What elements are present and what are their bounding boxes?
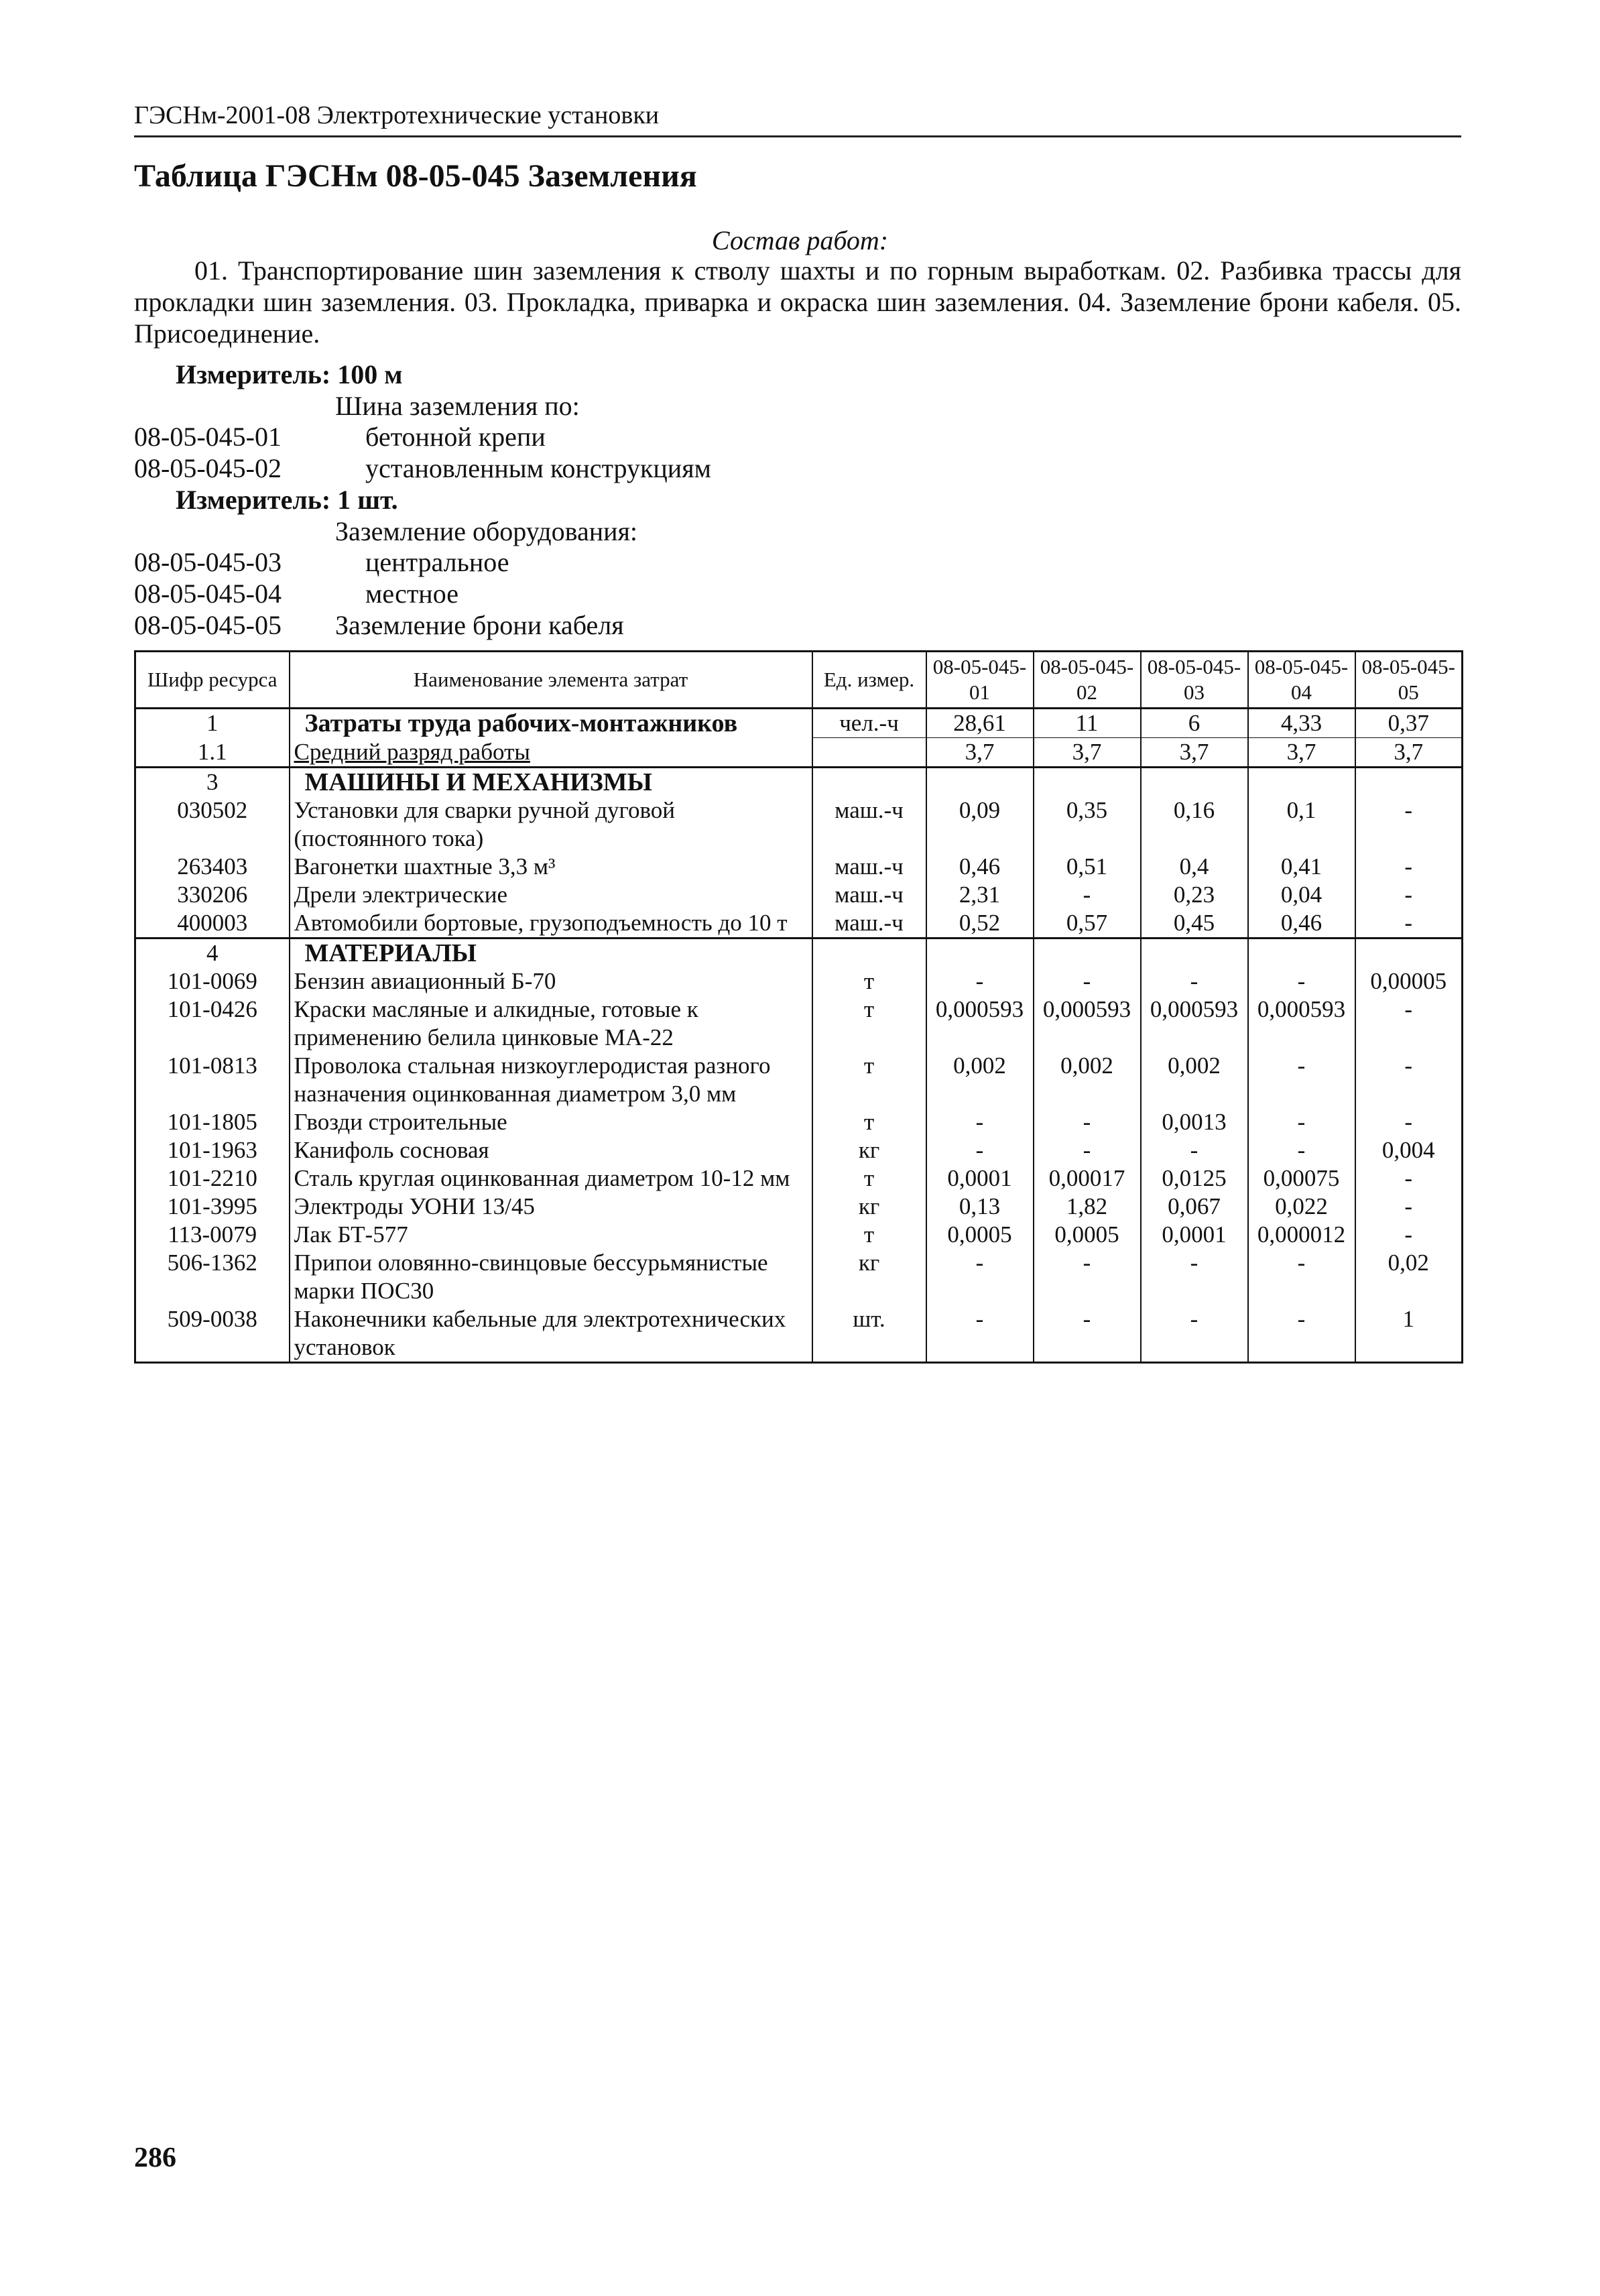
resource-code-cell: 4 xyxy=(135,939,290,968)
resource-code-cell: 030502 xyxy=(135,796,290,853)
unit-cell xyxy=(812,939,926,968)
table-row xyxy=(135,1108,1463,1136)
resource-code-cell: 1.1 xyxy=(135,738,290,768)
unit-cell: кг xyxy=(812,1136,926,1164)
resource-description: центральное xyxy=(365,547,509,577)
table-row xyxy=(135,881,1463,909)
work-composition-text: 01. Транспортирование шин заземления к стволу шахты и по горным выработкам. 02. Разбивка трассы для прокладки шин заземления. 03. Прокладка, приварка и окраска шин заземления. 04. Заземление брони кабеля. 05. Присоединение. xyxy=(134,255,1461,349)
unit-cell: кг xyxy=(812,1249,926,1305)
resource-name-cell: Сталь круглая оцинкованная диаметром 10-12 мм xyxy=(290,1164,812,1193)
value-cell: - xyxy=(926,1305,1034,1363)
value-cell xyxy=(1034,939,1141,968)
value-cell: 0,000593 xyxy=(1034,995,1141,1052)
resource-name-cell: Гвозди строительные xyxy=(290,1108,812,1136)
value-cell: 2,31 xyxy=(926,881,1034,909)
value-cell: - xyxy=(1034,1305,1141,1363)
value-cell: - xyxy=(926,967,1034,995)
resource-name-cell: МАТЕРИАЛЫ xyxy=(290,939,812,968)
value-cell: 0,16 xyxy=(1141,796,1248,853)
value-cell: 0,000593 xyxy=(1248,995,1355,1052)
table-row xyxy=(135,1136,1463,1164)
value-cell: 3,7 xyxy=(1248,738,1355,768)
value-cell: 0,0001 xyxy=(1141,1221,1248,1249)
measure-1-line xyxy=(176,359,402,390)
measure-2-line xyxy=(176,484,398,516)
resource-code-cell: 1 xyxy=(135,709,290,738)
value-cell: - xyxy=(1355,881,1463,909)
unit-cell: т xyxy=(812,995,926,1052)
resource-name-cell: Установки для сварки ручной дуговой (постоянного тока) xyxy=(290,796,812,853)
measure-group-title: Шина заземления по: xyxy=(335,391,580,421)
value-cell: 0,002 xyxy=(1141,1052,1248,1108)
measure-group-title: Заземление оборудования: xyxy=(335,516,638,546)
value-cell: 0,022 xyxy=(1248,1193,1355,1221)
value-cell: 0,13 xyxy=(926,1193,1034,1221)
unit-cell: маш.-ч xyxy=(812,909,926,939)
resource-code-cell: 101-0069 xyxy=(135,967,290,995)
value-cell xyxy=(1141,939,1248,968)
resource-description: установленным конструкциям xyxy=(365,453,711,483)
resource-name-cell: Затраты труда рабочих-монтажников xyxy=(290,709,812,738)
value-cell: 0,0013 xyxy=(1141,1108,1248,1136)
resource-name-cell: Средний разряд работы xyxy=(290,738,812,768)
value-cell: - xyxy=(1034,1136,1141,1164)
value-cell: 0,04 xyxy=(1248,881,1355,909)
resource-name-cell: Лак БТ-577 xyxy=(290,1221,812,1249)
running-header: ГЭСНм-2001-08 Электротехнические установки xyxy=(134,101,1461,137)
value-cell: 6 xyxy=(1141,709,1248,738)
value-cell: - xyxy=(1034,881,1141,909)
value-cell: - xyxy=(1034,1249,1141,1305)
measure-label: Измеритель: xyxy=(176,359,331,389)
resource-description: бетонной крепи xyxy=(365,422,546,452)
table-group-row xyxy=(135,939,1463,968)
value-cell: 0,52 xyxy=(926,909,1034,939)
value-cell: 28,61 xyxy=(926,709,1034,738)
unit-cell: т xyxy=(812,967,926,995)
value-cell: - xyxy=(1355,1052,1463,1108)
table-header-row xyxy=(135,652,1463,709)
value-cell: - xyxy=(1141,1305,1248,1363)
table-row xyxy=(135,1305,1463,1363)
unit-cell: т xyxy=(812,1164,926,1193)
unit-cell: т xyxy=(812,1108,926,1136)
value-cell: 4,33 xyxy=(1248,709,1355,738)
value-cell: 0,46 xyxy=(926,853,1034,881)
value-cell: - xyxy=(926,1136,1034,1164)
resource-name-cell: Проволока стальная низкоуглеродистая разного назначения оцинкованная диаметром 3,0 мм xyxy=(290,1052,812,1108)
resource-code: 08-05-045-03 xyxy=(134,547,282,577)
unit-cell: т xyxy=(812,1052,926,1108)
resource-name-cell: Электроды УОНИ 13/45 xyxy=(290,1193,812,1221)
measure-value: 1 шт. xyxy=(337,485,398,515)
value-cell: - xyxy=(1141,967,1248,995)
table-row xyxy=(135,796,1463,853)
value-cell xyxy=(1248,768,1355,797)
value-cell: - xyxy=(926,1249,1034,1305)
value-cell: 3,7 xyxy=(926,738,1034,768)
resource-code-cell: 3 xyxy=(135,768,290,797)
table-group-row xyxy=(135,768,1463,797)
resource-code-cell: 263403 xyxy=(135,853,290,881)
resource-code-cell: 101-0426 xyxy=(135,995,290,1052)
value-cell: 3,7 xyxy=(1355,738,1463,768)
value-cell xyxy=(1248,939,1355,968)
resource-code-cell: 101-3995 xyxy=(135,1193,290,1221)
value-cell: - xyxy=(1355,1193,1463,1221)
resource-code-cell: 101-2210 xyxy=(135,1164,290,1193)
value-cell: 0,004 xyxy=(1355,1136,1463,1164)
value-cell: 0,0125 xyxy=(1141,1164,1248,1193)
value-cell: - xyxy=(1248,1249,1355,1305)
value-cell: 0,00017 xyxy=(1034,1164,1141,1193)
value-cell: - xyxy=(1248,1052,1355,1108)
value-cell: 1,82 xyxy=(1034,1193,1141,1221)
value-cell: 0,000012 xyxy=(1248,1221,1355,1249)
value-cell: 0,4 xyxy=(1141,853,1248,881)
value-cell: 0,067 xyxy=(1141,1193,1248,1221)
resource-code: 08-05-045-04 xyxy=(134,579,282,609)
value-cell xyxy=(1355,939,1463,968)
resource-name-cell: Краски масляные и алкидные, готовые к применению белила цинковые МА-22 xyxy=(290,995,812,1052)
value-cell: - xyxy=(1355,853,1463,881)
value-cell: 0,00075 xyxy=(1248,1164,1355,1193)
value-cell: - xyxy=(1141,1249,1248,1305)
value-cell: 0,09 xyxy=(926,796,1034,853)
value-cell: 0,000593 xyxy=(1141,995,1248,1052)
value-cell xyxy=(926,768,1034,797)
resource-name-cell: Канифоль сосновая xyxy=(290,1136,812,1164)
header-cell: 08-05-045-05 xyxy=(1355,652,1463,709)
table-row xyxy=(135,738,1463,768)
table-row xyxy=(135,967,1463,995)
value-cell: 0,00005 xyxy=(1355,967,1463,995)
value-cell: 0,0005 xyxy=(926,1221,1034,1249)
page-number: 286 xyxy=(134,2142,176,2173)
resource-code-cell: 101-0813 xyxy=(135,1052,290,1108)
value-cell: 0,51 xyxy=(1034,853,1141,881)
value-cell: - xyxy=(1248,967,1355,995)
resource-code-cell: 400003 xyxy=(135,909,290,939)
header-cell: Шифр ресурса xyxy=(135,652,290,709)
resource-code: 08-05-045-05 xyxy=(134,610,282,640)
value-cell: - xyxy=(1355,1164,1463,1193)
value-cell: - xyxy=(1355,995,1463,1052)
value-cell: 0,37 xyxy=(1355,709,1463,738)
header-cell: Ед. измер. xyxy=(812,652,926,709)
table-title: Таблица ГЭСНм 08-05-045 Заземления xyxy=(134,158,697,194)
table-row xyxy=(135,1164,1463,1193)
value-cell: 0,1 xyxy=(1248,796,1355,853)
value-cell: - xyxy=(1355,909,1463,939)
value-cell: 0,45 xyxy=(1141,909,1248,939)
value-cell xyxy=(1034,768,1141,797)
value-cell: - xyxy=(1034,967,1141,995)
resource-description: Заземление брони кабеля xyxy=(335,610,624,640)
value-cell: - xyxy=(1248,1108,1355,1136)
value-cell: 0,02 xyxy=(1355,1249,1463,1305)
resource-code-cell: 330206 xyxy=(135,881,290,909)
unit-cell: чел.-ч xyxy=(812,709,926,738)
value-cell xyxy=(1355,768,1463,797)
resource-name-cell: Дрели электрические xyxy=(290,881,812,909)
value-cell: - xyxy=(1248,1305,1355,1363)
table-row xyxy=(135,1193,1463,1221)
value-cell: 1 xyxy=(1355,1305,1463,1363)
value-cell: - xyxy=(1355,1221,1463,1249)
resource-name-cell: Бензин авиационный Б-70 xyxy=(290,967,812,995)
unit-cell: шт. xyxy=(812,1305,926,1363)
value-cell: 0,35 xyxy=(1034,796,1141,853)
value-cell xyxy=(1141,768,1248,797)
unit-cell: маш.-ч xyxy=(812,796,926,853)
header-cell: 08-05-045-04 xyxy=(1248,652,1355,709)
resource-table xyxy=(134,650,1463,1364)
value-cell: 0,41 xyxy=(1248,853,1355,881)
measure-value: 100 м xyxy=(337,359,403,389)
resource-code-cell: 113-0079 xyxy=(135,1221,290,1249)
resource-name-cell: Наконечники кабельные для электротехнических установок xyxy=(290,1305,812,1363)
value-cell: - xyxy=(926,1108,1034,1136)
resource-code-cell: 101-1805 xyxy=(135,1108,290,1136)
resource-code: 08-05-045-02 xyxy=(134,453,282,483)
unit-cell xyxy=(812,738,926,768)
value-cell: 0,0001 xyxy=(926,1164,1034,1193)
resource-name-cell: Припои оловянно-свинцовые бессурьмянистые марки ПОС30 xyxy=(290,1249,812,1305)
value-cell: 11 xyxy=(1034,709,1141,738)
unit-cell: т xyxy=(812,1221,926,1249)
unit-cell: маш.-ч xyxy=(812,881,926,909)
value-cell: 0,23 xyxy=(1141,881,1248,909)
value-cell: 3,7 xyxy=(1034,738,1141,768)
value-cell: 0,000593 xyxy=(926,995,1034,1052)
table-row xyxy=(135,853,1463,881)
table-body xyxy=(135,709,1463,1363)
value-cell: 0,57 xyxy=(1034,909,1141,939)
value-cell: 0,0005 xyxy=(1034,1221,1141,1249)
table-row xyxy=(135,909,1463,939)
value-cell: - xyxy=(1248,1136,1355,1164)
unit-cell xyxy=(812,768,926,797)
table-row xyxy=(135,1052,1463,1108)
resource-code-cell: 509-0038 xyxy=(135,1305,290,1363)
resource-name-cell: Автомобили бортовые, грузоподъемность до 10 т xyxy=(290,909,812,939)
resource-code-cell: 101-1963 xyxy=(135,1136,290,1164)
unit-cell: маш.-ч xyxy=(812,853,926,881)
resource-code: 08-05-045-01 xyxy=(134,422,282,452)
value-cell: 3,7 xyxy=(1141,738,1248,768)
header-cell: 08-05-045-02 xyxy=(1034,652,1141,709)
header-cell: Наименование элемента затрат xyxy=(290,652,812,709)
value-cell xyxy=(926,939,1034,968)
measure-label: Измеритель: xyxy=(176,485,331,515)
table-row xyxy=(135,995,1463,1052)
header-cell: 08-05-045-03 xyxy=(1141,652,1248,709)
table-row xyxy=(135,1249,1463,1305)
value-cell: 0,002 xyxy=(1034,1052,1141,1108)
table-row xyxy=(135,709,1463,738)
resource-description: местное xyxy=(365,579,458,609)
resource-code-cell: 506-1362 xyxy=(135,1249,290,1305)
header-cell: 08-05-045-01 xyxy=(926,652,1034,709)
value-cell: 0,002 xyxy=(926,1052,1034,1108)
value-cell: - xyxy=(1141,1136,1248,1164)
resource-name-cell: МАШИНЫ И МЕХАНИЗМЫ xyxy=(290,768,812,797)
value-cell: - xyxy=(1355,796,1463,853)
value-cell: - xyxy=(1034,1108,1141,1136)
resource-name-cell: Вагонетки шахтные 3,3 м³ xyxy=(290,853,812,881)
work-composition-heading: Состав работ: xyxy=(711,225,889,255)
unit-cell: кг xyxy=(812,1193,926,1221)
value-cell: - xyxy=(1355,1108,1463,1136)
value-cell: 0,46 xyxy=(1248,909,1355,939)
table-row xyxy=(135,1221,1463,1249)
